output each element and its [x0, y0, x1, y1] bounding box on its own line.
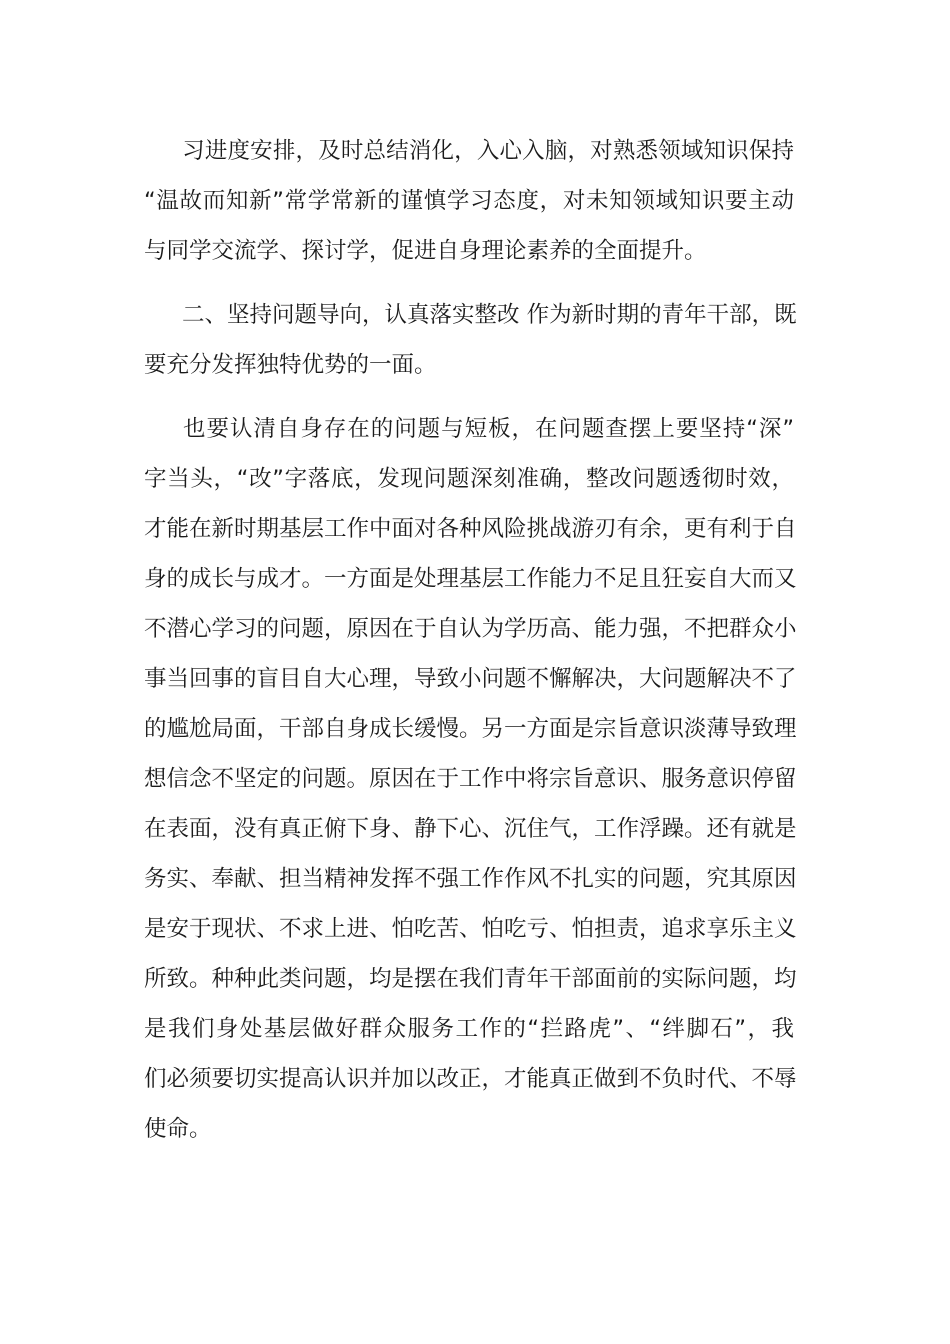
text-line: 与同学交流学、探讨学，促进自身理论素养的全面提升。 — [144, 238, 707, 264]
text-line: 的尴尬局面，干部自身成长缓慢。另一方面是宗旨意识淡薄导致理 — [144, 716, 797, 742]
paragraph-2 — [144, 290, 797, 390]
text-line: 习进度安排，及时总结消化，入心入脑，对熟悉领域知识保持 — [182, 138, 794, 164]
text-line: 事当回事的盲目自大心理，导致小问题不懈解决，大问题解决不了 — [144, 666, 797, 692]
text-line: 身的成长与成才。一方面是处理基层工作能力不足且狂妄自大而又 — [144, 566, 797, 592]
text-line: 要充分发挥独特优势的一面。 — [144, 352, 437, 378]
text-line: 们必须要切实提高认识并加以改正，才能真正做到不负时代、不辱 — [144, 1066, 797, 1092]
text-line: 才能在新时期基层工作中面对各种风险挑战游刃有余，更有利于自 — [144, 516, 797, 542]
text-line: 不潜心学习的问题，原因在于自认为学历高、能力强，不把群众小 — [144, 616, 797, 642]
text-line: 是我们身处基层做好群众服务工作的“拦路虎”、“绊脚石”，我 — [144, 1016, 794, 1042]
text-line: 务实、奉献、担当精神发挥不强工作作风不扎实的问题，究其原因 — [144, 866, 797, 892]
text-line: “温故而知新”常学常新的谨慎学习态度，对未知领域知识要主动 — [144, 188, 794, 214]
paragraph-3 — [144, 404, 797, 1154]
text-line: 也要认清自身存在的问题与短板，在问题查摆上要坚持“深” — [182, 416, 794, 442]
text-line: 二、坚持问题导向，认真落实整改 作为新时期的青年干部，既 — [182, 302, 797, 328]
paragraph-1 — [144, 126, 794, 276]
text-line: 在表面，没有真正俯下身、静下心、沉住气，工作浮躁。还有就是 — [144, 816, 797, 842]
text-line: 使命。 — [144, 1116, 212, 1142]
text-line: 所致。种种此类问题，均是摆在我们青年干部面前的实际问题，均 — [144, 966, 797, 992]
text-line: 字当头，“改”字落底，发现问题深刻准确，整改问题透彻时效， — [144, 466, 794, 492]
text-line: 想信念不坚定的问题。原因在于工作中将宗旨意识、服务意识停留 — [144, 766, 797, 792]
text-line: 是安于现状、不求上进、怕吃苦、怕吃亏、怕担责，追求享乐主义 — [144, 916, 797, 942]
